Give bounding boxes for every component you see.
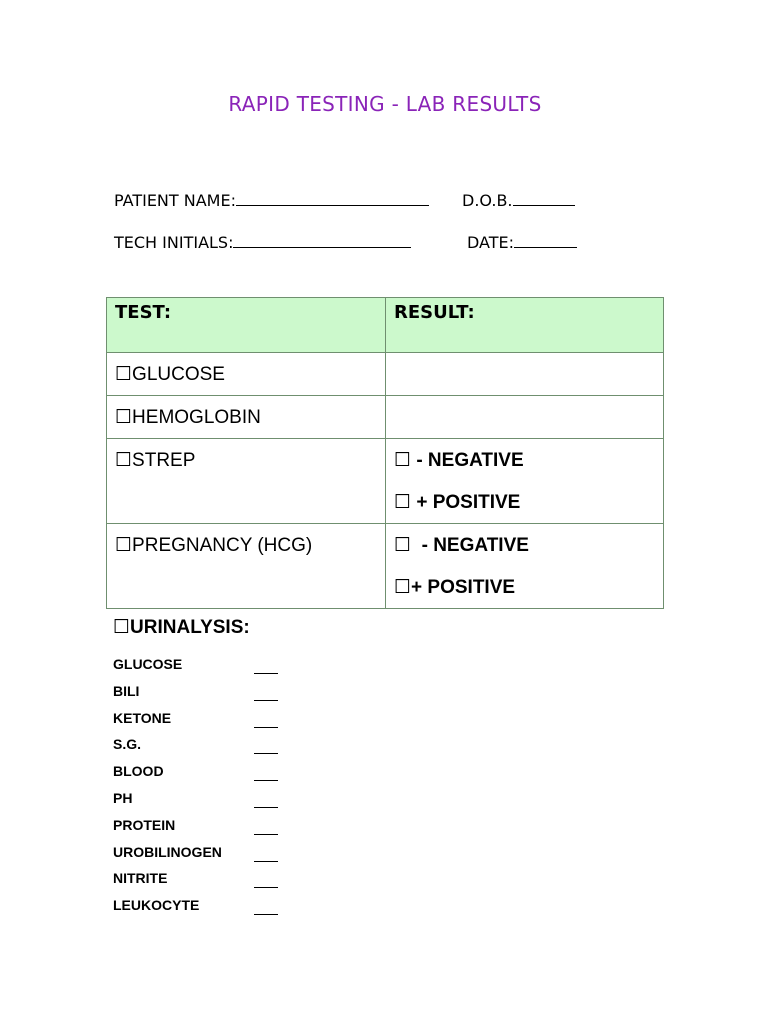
urinalysis-item-blank[interactable]: [254, 887, 278, 888]
urinalysis-item-blank[interactable]: [254, 753, 278, 754]
table-row-pregnancy: [107, 524, 664, 609]
urinalysis-item-label: UROBILINOGEN: [113, 843, 222, 860]
hemoglobin-checkbox[interactable]: ☐: [115, 406, 133, 428]
patient-name-label: PATIENT NAME:: [114, 191, 236, 210]
hcg-negative-label: - NEGATIVE: [411, 535, 529, 556]
table-row-hemoglobin: [107, 396, 664, 439]
result-cell: [386, 524, 664, 609]
test-cell[interactable]: [107, 439, 386, 524]
urinalysis-item-blank[interactable]: [254, 780, 278, 781]
list-item: [113, 710, 222, 737]
urinalysis-item-blank[interactable]: [254, 861, 278, 862]
dob-blank[interactable]: [513, 191, 575, 206]
list-item: [113, 844, 222, 871]
tech-initials-blank[interactable]: [233, 233, 411, 248]
urinalysis-heading: [113, 616, 250, 639]
list-item: [113, 817, 222, 844]
list-item: [113, 897, 222, 924]
urinalysis-item-blank[interactable]: [254, 834, 278, 835]
page-title: RAPID TESTING - LAB RESULTS: [228, 92, 542, 116]
list-item: [113, 656, 222, 683]
strep-negative-label: - NEGATIVE: [411, 450, 524, 471]
pregnancy-checkbox[interactable]: ☐: [115, 534, 133, 556]
hcg-positive-checkbox[interactable]: ☐: [394, 576, 412, 598]
test-cell[interactable]: [107, 396, 386, 439]
hcg-positive-label: + POSITIVE: [411, 577, 516, 598]
urinalysis-label: URINALYSIS:: [130, 617, 250, 638]
glucose-checkbox[interactable]: ☐: [115, 363, 133, 385]
patient-name-blank[interactable]: [236, 191, 429, 206]
strep-positive-checkbox[interactable]: ☐: [394, 491, 412, 513]
urinalysis-item-label: BLOOD: [113, 763, 164, 780]
urinalysis-item-label: BILI: [113, 682, 140, 699]
date-blank[interactable]: [514, 233, 577, 248]
dob-label: D.O.B.: [462, 191, 513, 210]
urinalysis-item-label: PH: [113, 789, 133, 806]
test-label: HEMOGLOBIN: [132, 407, 261, 428]
dob-field[interactable]: [462, 191, 575, 210]
urinalysis-list: [113, 656, 222, 924]
table-row-strep: [107, 439, 664, 524]
test-cell[interactable]: [107, 524, 386, 609]
list-item: [113, 790, 222, 817]
test-label: GLUCOSE: [132, 364, 225, 385]
urinalysis-item-label: KETONE: [113, 709, 172, 726]
hcg-negative-checkbox[interactable]: ☐: [394, 534, 412, 556]
patient-name-field[interactable]: [114, 191, 429, 210]
test-label: STREP: [132, 450, 196, 471]
strep-negative-checkbox[interactable]: ☐: [394, 449, 412, 471]
urinalysis-item-label: S.G.: [113, 736, 142, 753]
header-test: TEST:: [107, 298, 386, 353]
urinalysis-item-blank[interactable]: [254, 673, 278, 674]
results-table: [106, 297, 664, 609]
list-item: [113, 736, 222, 763]
urinalysis-item-label: GLUCOSE: [113, 656, 183, 672]
table-header-row: [107, 298, 664, 353]
date-label: DATE:: [467, 233, 515, 252]
urinalysis-item-blank[interactable]: [254, 914, 278, 915]
test-cell[interactable]: [107, 353, 386, 396]
urinalysis-checkbox[interactable]: ☐: [113, 616, 131, 638]
tech-initials-label: TECH INITIALS:: [114, 233, 234, 252]
header-result: RESULT:: [386, 298, 664, 353]
list-item: [113, 763, 222, 790]
urinalysis-item-label: PROTEIN: [113, 816, 176, 833]
urinalysis-item-blank[interactable]: [254, 700, 278, 701]
tech-initials-field[interactable]: [114, 233, 411, 252]
list-item: [113, 683, 222, 710]
list-item: [113, 870, 222, 897]
test-label: PREGNANCY (HCG): [132, 535, 313, 556]
urinalysis-item-label: LEUKOCYTE: [113, 897, 200, 914]
result-cell: [386, 439, 664, 524]
urinalysis-item-blank[interactable]: [254, 727, 278, 728]
urinalysis-item-label: NITRITE: [113, 870, 168, 887]
strep-checkbox[interactable]: ☐: [115, 449, 133, 471]
date-field[interactable]: [467, 233, 577, 252]
table-row-glucose: [107, 353, 664, 396]
result-cell[interactable]: [386, 396, 664, 439]
result-cell[interactable]: [386, 353, 664, 396]
strep-positive-label: + POSITIVE: [411, 492, 521, 513]
urinalysis-item-blank[interactable]: [254, 807, 278, 808]
